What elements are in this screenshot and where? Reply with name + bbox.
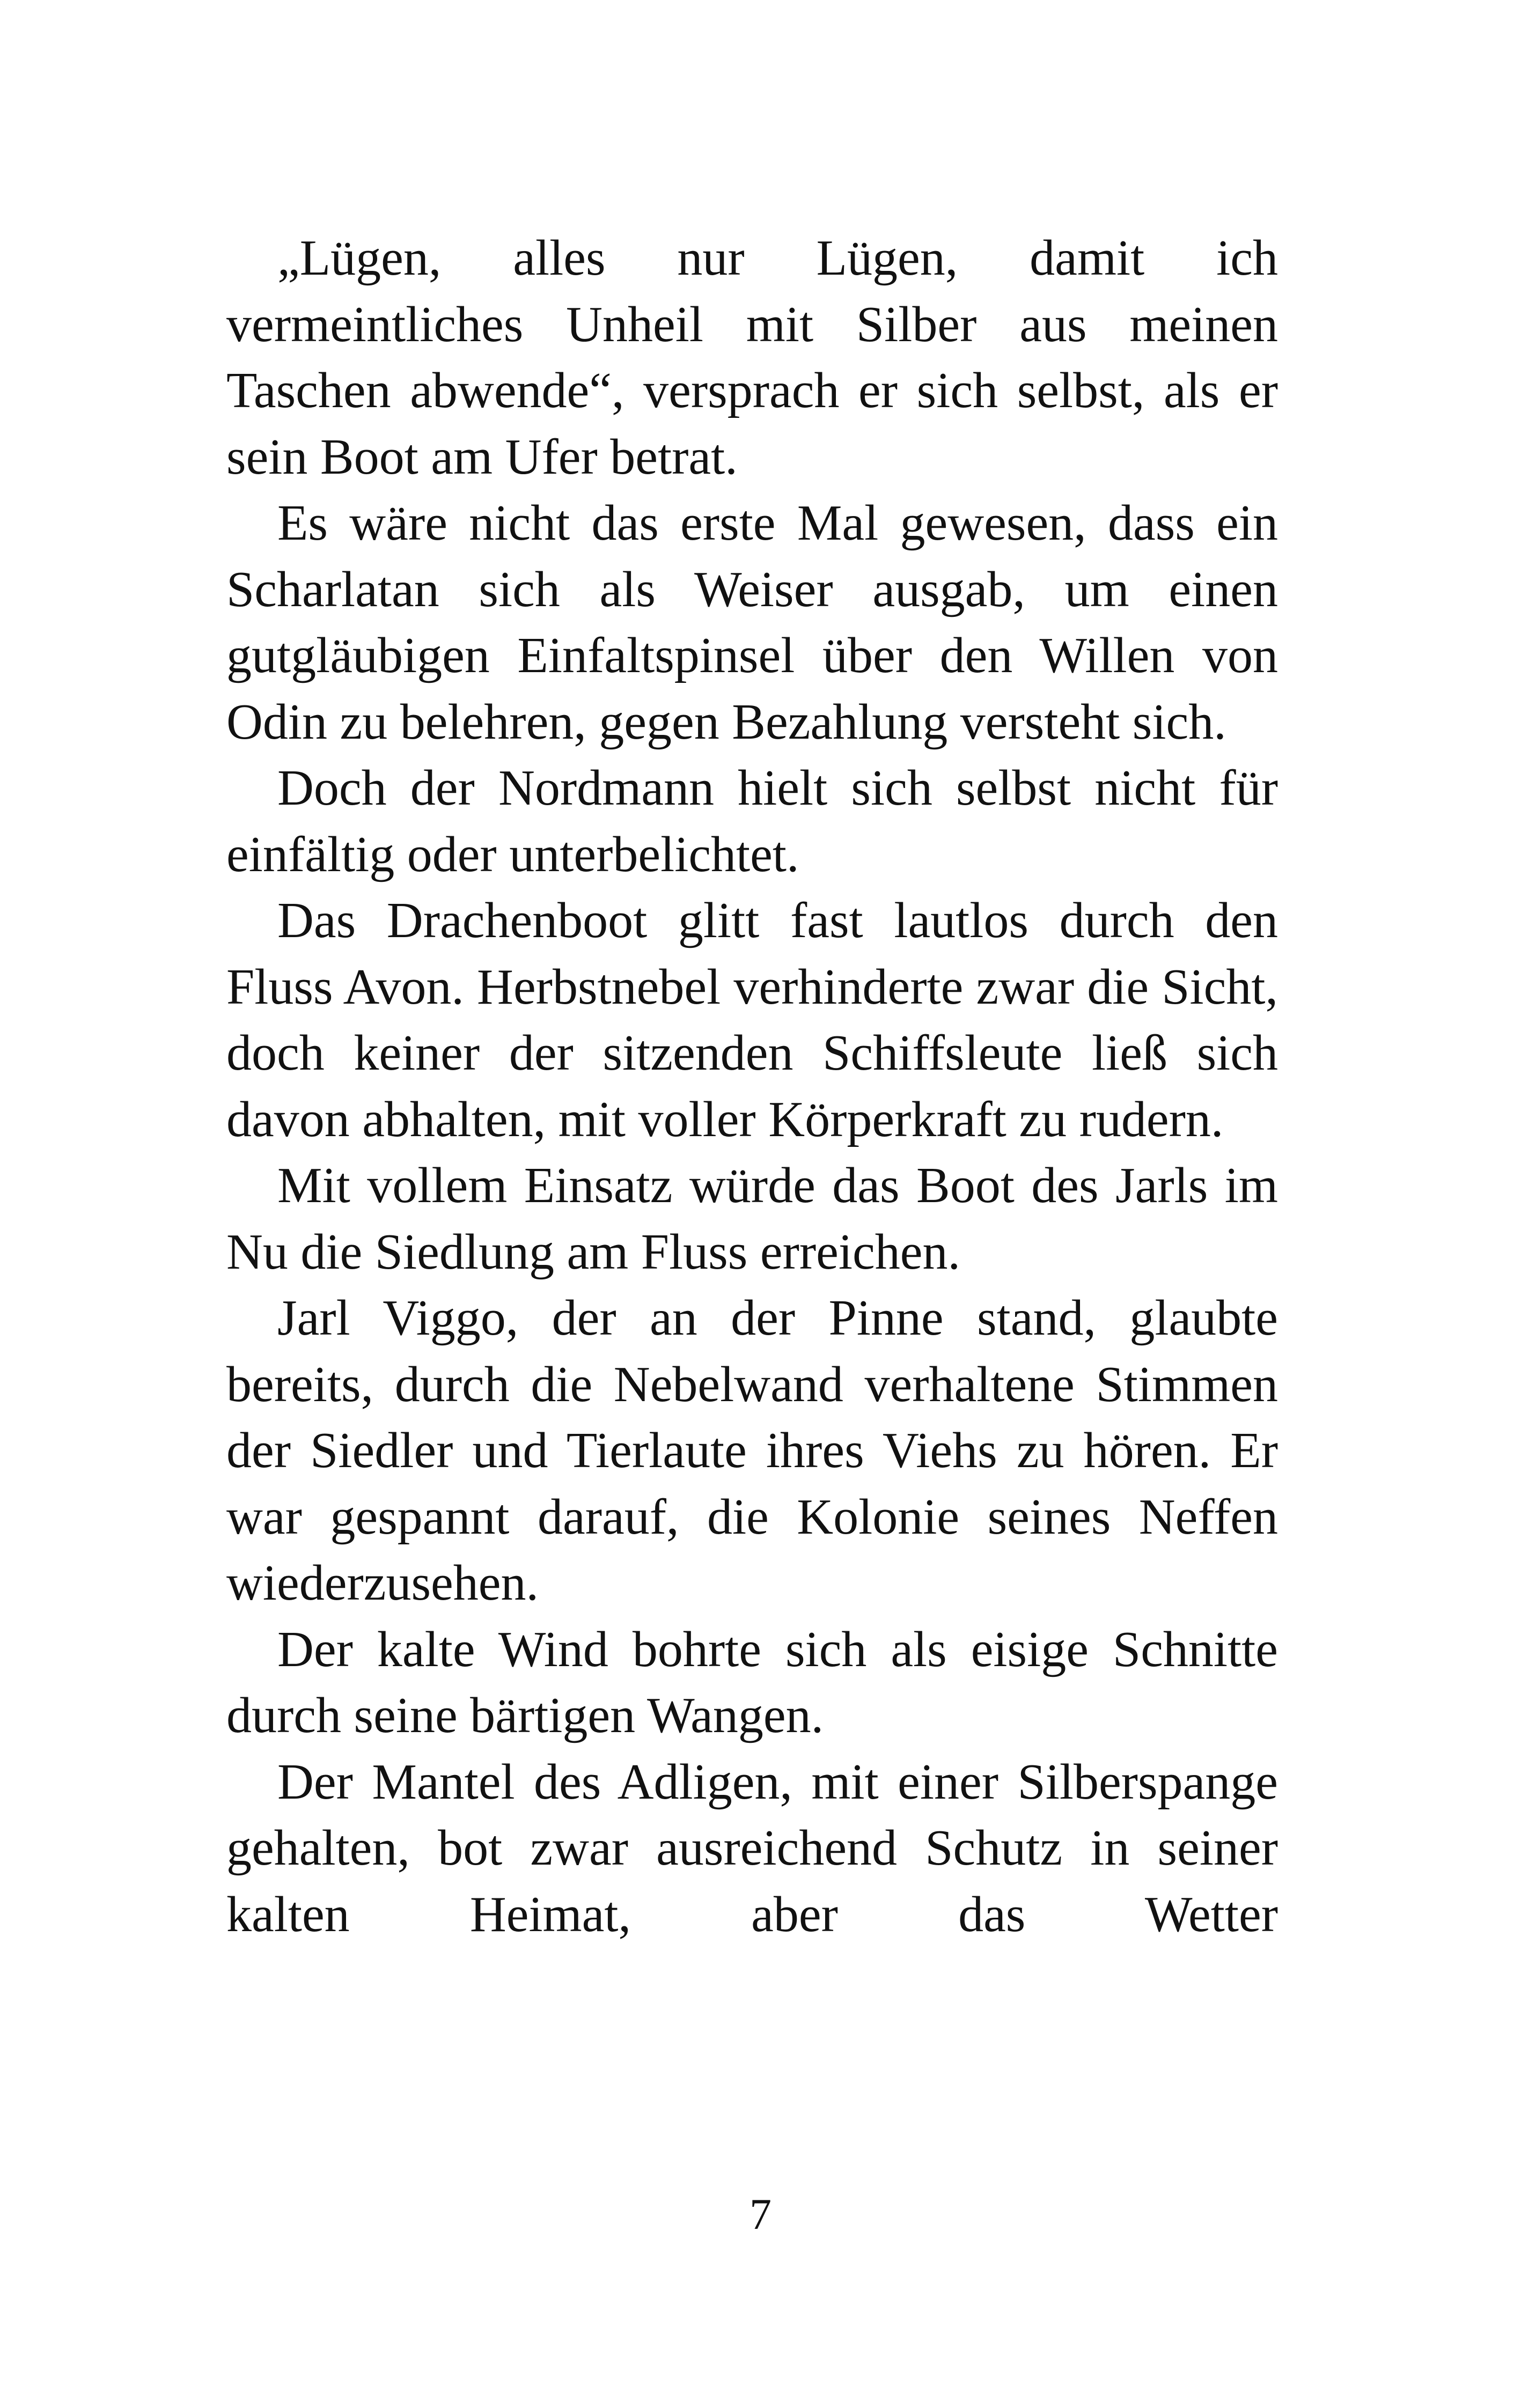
paragraph: Mit vollem Einsatz würde das Boot des Jarls im Nu die Siedlung am Fluss erreichen. — [226, 1158, 1278, 1280]
paragraph: Das Drachenboot glitt fast lautlos durch den Fluss Avon. Herbstnebel verhinderte zwar die Sicht, doch keiner der sitzenden Schiffsleute ließ sich davon abhalten, mit voller Körperkraft zu rudern. — [226, 893, 1278, 1147]
paragraph: Es wäre nicht das erste Mal gewesen, dass ein Scharlatan sich als Weiser ausgab, um einen gutgläubigen Einfaltspinsel über den Willen von Odin zu belehren, gegen Bezahlung versteht sich. — [226, 495, 1278, 750]
paragraph: „Lügen, alles nur Lügen, damit ich vermeintliches Unheil mit Silber aus meinen Taschen abwende“, versprach er sich selbst, als er sein Boot am Ufer betrat. — [226, 230, 1278, 485]
paragraph: Doch der Nordmann hielt sich selbst nicht für einfältig oder unterbelichtet. — [226, 760, 1278, 882]
body-text — [226, 225, 1278, 1948]
paragraph: Der Mantel des Adligen, mit einer Silberspange gehalten, bot zwar ausreichend Schutz in seiner kalten Heimat, aber das Wetter — [226, 1754, 1278, 1942]
paragraph: Jarl Viggo, der an der Pinne stand, glaubte bereits, durch die Nebelwand verhaltene Stimmen der Siedler und Tierlaute ihres Viehs zu hören. Er war gespannt darauf, die Kolonie seines Neffen wiederzusehen. — [226, 1290, 1278, 1611]
page-number: 7 — [750, 2190, 771, 2238]
paragraph: Der kalte Wind bohrte sich als eisige Schnitte durch seine bärtigen Wangen. — [226, 1621, 1278, 1743]
